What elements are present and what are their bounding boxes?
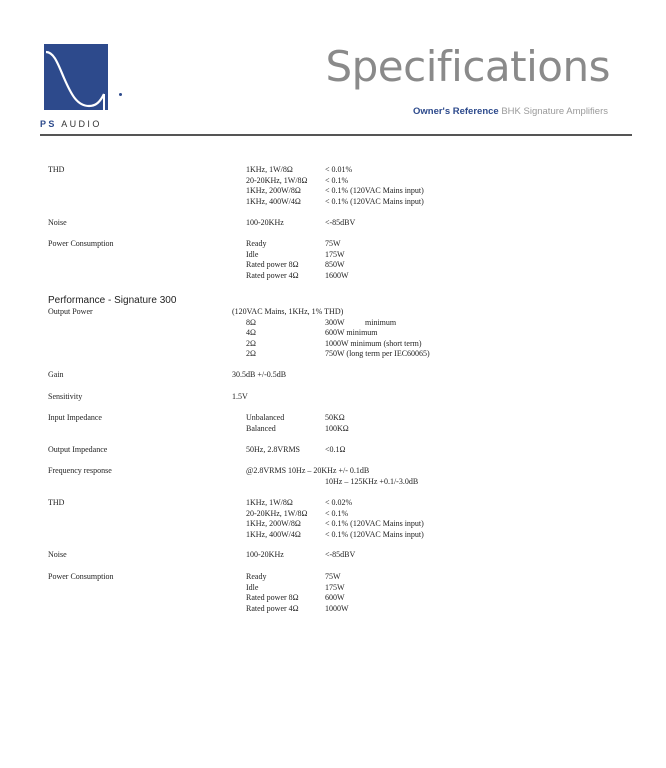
input-impedance-conditions <box>246 413 284 434</box>
noise2-value: <-85dBV <box>325 550 356 559</box>
ps-audio-logo <box>44 44 108 110</box>
output-power-value: 750W (long term per IEC60065) <box>325 349 430 358</box>
power-value: 75W <box>325 239 341 248</box>
power2-values <box>325 572 349 614</box>
output-power-note: minimum <box>365 317 397 327</box>
header-divider <box>40 134 632 136</box>
power-condition: Rated power 8Ω <box>246 260 299 269</box>
thd-condition: 1KHz, 400W/4Ω <box>246 196 301 206</box>
output-impedance-value: <0.1Ω <box>325 445 346 454</box>
output-power-conditions <box>246 318 256 360</box>
section-title: Performance - Signature 300 <box>48 295 177 306</box>
page-subtitle <box>413 106 608 117</box>
logo-dot <box>119 93 122 96</box>
brand-audio: AUDIO <box>61 119 102 129</box>
power2-value: 175W <box>325 582 345 592</box>
thd2-label: THD <box>48 498 65 507</box>
power-condition: Rated power 4Ω <box>246 270 299 280</box>
output-power-value: 1000W minimum (short term) <box>325 338 422 348</box>
power2-value: 75W <box>325 572 341 581</box>
thd-condition: 20-20KHz, 1W/8Ω <box>246 175 308 185</box>
thd2-condition: 20-20KHz, 1W/8Ω <box>246 508 308 518</box>
thd-condition: 1KHz, 200W/8Ω <box>246 186 301 195</box>
thd-value: < 0.1% (120VAC Mains input) <box>325 196 424 206</box>
thd2-value: < 0.1% (120VAC Mains input) <box>325 529 424 539</box>
thd-conditions <box>246 165 308 207</box>
thd2-value: < 0.1% (120VAC Mains input) <box>325 519 424 528</box>
input-impedance-condition: Balanced <box>246 423 276 433</box>
thd-values <box>325 165 424 207</box>
frequency-response-label: Frequency response <box>48 466 112 475</box>
gain-value: 30.5dB +/-0.5dB <box>232 370 287 379</box>
wave-logo-icon <box>44 44 108 110</box>
power-consumption2-label: Power Consumption <box>48 572 114 581</box>
thd2-values <box>325 498 424 540</box>
thd-condition: 1KHz, 1W/8Ω <box>246 165 293 174</box>
thd-label: THD <box>48 165 65 174</box>
product-name: BHK Signature Amplifiers <box>501 106 608 117</box>
output-power-condition: 8Ω <box>246 317 256 327</box>
power2-condition: Idle <box>246 582 259 592</box>
output-power-condition: 2Ω <box>246 349 256 358</box>
power-condition: Ready <box>246 239 267 248</box>
frequency-response-line1: @2.8VRMS 10Hz – 20KHz +/- 0.1dB <box>246 466 370 475</box>
sensitivity-value: 1.5V <box>232 392 248 401</box>
brand-ps: PS <box>40 119 57 129</box>
power2-condition: Ready <box>246 572 267 581</box>
thd-value: < 0.1% (120VAC Mains input) <box>325 186 424 195</box>
power-consumption-label: Power Consumption <box>48 239 114 248</box>
noise-condition: 100-20KHz <box>246 218 284 227</box>
thd2-value: < 0.02% <box>325 498 353 507</box>
noise2-condition: 100-20KHz <box>246 550 284 559</box>
frequency-response-line2: 10Hz – 125KHz +0.1/-3.0dB <box>325 476 419 486</box>
output-impedance-condition: 50Hz, 2.8VRMS <box>246 445 301 454</box>
brand-name <box>40 119 102 129</box>
power-value: 1600W <box>325 270 349 280</box>
output-power-condition: 4Ω <box>246 328 256 337</box>
input-impedance-value: 50KΩ <box>325 413 345 422</box>
power2-conditions <box>246 572 299 614</box>
sensitivity-label: Sensitivity <box>48 392 83 401</box>
power2-value: 600W <box>325 593 345 602</box>
power2-condition: Rated power 4Ω <box>246 603 299 613</box>
gain-label: Gain <box>48 370 64 379</box>
power-value: 850W <box>325 260 345 269</box>
output-power-value: 600W minimum <box>325 328 378 337</box>
output-power-condition: 2Ω <box>246 338 256 348</box>
thd2-condition: 1KHz, 400W/4Ω <box>246 529 301 539</box>
power2-value: 1000W <box>325 603 349 613</box>
noise2-label: Noise <box>48 550 67 559</box>
power-values <box>325 239 349 281</box>
thd2-value: < 0.1% <box>325 508 349 518</box>
output-power-value: 300W <box>325 317 345 327</box>
page-title: Specifications <box>325 42 610 91</box>
thd2-condition: 1KHz, 200W/8Ω <box>246 519 301 528</box>
thd-value: < 0.01% <box>325 165 353 174</box>
output-power-label: Output Power <box>48 307 93 316</box>
thd-value: < 0.1% <box>325 175 349 185</box>
input-impedance-value: 100KΩ <box>325 423 349 433</box>
thd2-conditions <box>246 498 308 540</box>
input-impedance-values <box>325 413 349 434</box>
noise-value: <-85dBV <box>325 218 356 227</box>
thd2-condition: 1KHz, 1W/8Ω <box>246 498 293 507</box>
output-impedance-label: Output Impedance <box>48 445 108 454</box>
power2-condition: Rated power 8Ω <box>246 593 299 602</box>
noise-label: Noise <box>48 218 67 227</box>
input-impedance-condition: Unbalanced <box>246 413 285 422</box>
owners-reference: Owner's Reference <box>413 106 499 117</box>
power-conditions <box>246 239 299 281</box>
power-value: 175W <box>325 249 345 259</box>
input-impedance-label: Input Impedance <box>48 413 102 422</box>
output-power-header: (120VAC Mains, 1KHz, 1% THD) <box>232 307 344 316</box>
power-condition: Idle <box>246 249 259 259</box>
